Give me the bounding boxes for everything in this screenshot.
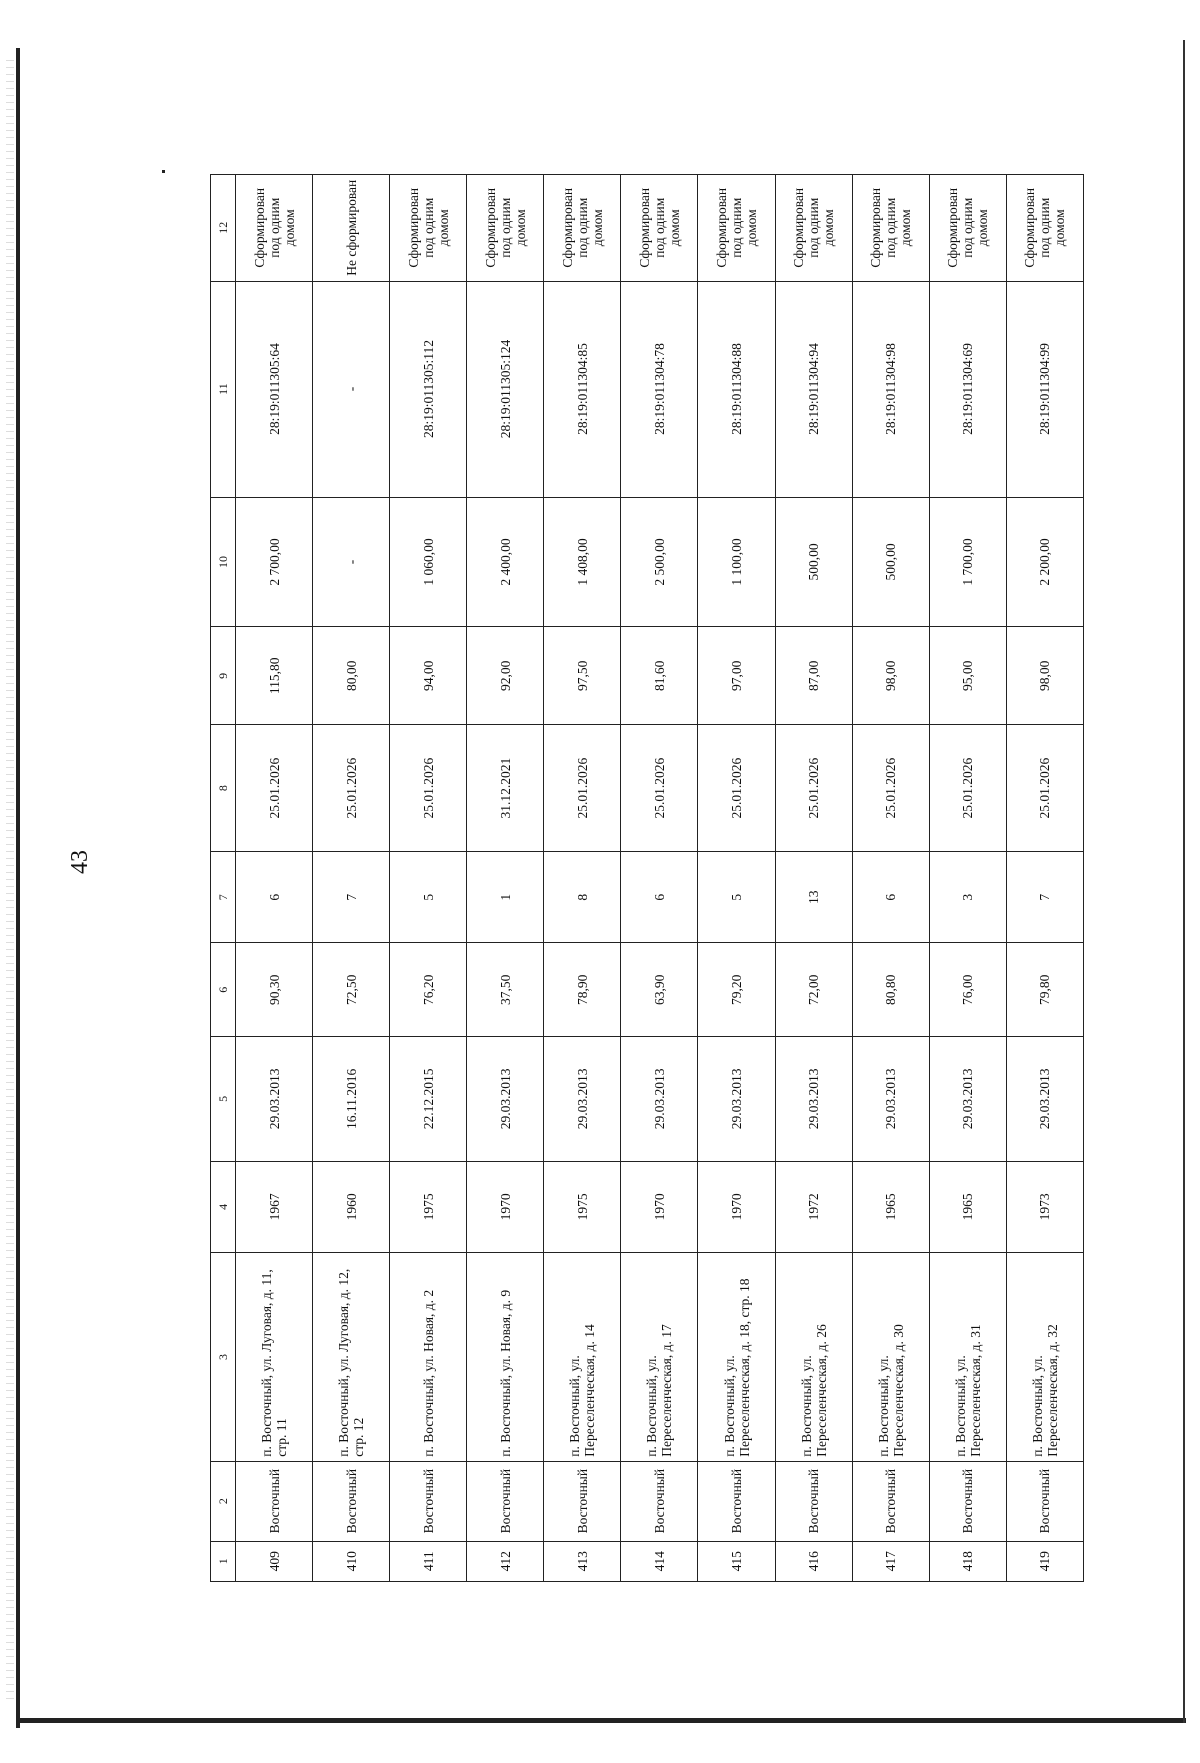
- table-cell: 72,50: [313, 943, 390, 1037]
- registry-table-container: [210, 174, 1084, 1582]
- column-header: 11: [211, 281, 236, 497]
- table-cell: 25.01.2026: [698, 725, 775, 852]
- table-cell: Сформирован под одним домом: [544, 175, 621, 282]
- table-cell: п. Восточный, ул. Переселенческая, д. 31: [929, 1253, 1006, 1462]
- table-cell: Сформирован под одним домом: [390, 175, 467, 282]
- table-cell: 7: [313, 851, 390, 943]
- table-cell: 31.12.2021: [467, 725, 544, 852]
- table-cell: 29.03.2013: [698, 1037, 775, 1162]
- table-cell: 76,00: [929, 943, 1006, 1037]
- table-cell: 7: [1006, 851, 1083, 943]
- table-cell: 37,50: [467, 943, 544, 1037]
- scan-border-bottom: [16, 1718, 1186, 1723]
- table-cell: 1975: [390, 1161, 467, 1253]
- table-cell: 115,80: [236, 627, 313, 725]
- table-cell: 76,20: [390, 943, 467, 1037]
- table-cell: Восточный: [467, 1461, 544, 1541]
- table-cell: 97,50: [544, 627, 621, 725]
- table-cell: п. Восточный, ул. Новая, д. 2: [390, 1253, 467, 1462]
- table-cell: 500,00: [775, 497, 852, 627]
- table-cell: 28:19:011304:78: [621, 281, 698, 497]
- table-cell: 29.03.2013: [852, 1037, 929, 1162]
- table-cell: 28:19:011304:98: [852, 281, 929, 497]
- table-cell: Восточный: [929, 1461, 1006, 1541]
- table-cell: 1970: [467, 1161, 544, 1253]
- table-cell: 1972: [775, 1161, 852, 1253]
- table-cell: Восточный: [698, 1461, 775, 1541]
- table-cell: 28:19:011304:69: [929, 281, 1006, 497]
- table-cell: 25.01.2026: [929, 725, 1006, 852]
- table-cell: 29.03.2013: [1006, 1037, 1083, 1162]
- table-row: [621, 175, 698, 1582]
- table-cell: п. Восточный, ул. Переселенческая, д. 30: [852, 1253, 929, 1462]
- scan-border-right: [1183, 40, 1185, 1723]
- scan-speck: [162, 170, 165, 173]
- table-cell: 95,00: [929, 627, 1006, 725]
- table-cell: Восточный: [775, 1461, 852, 1541]
- table-cell: 28:19:011305:64: [236, 281, 313, 497]
- table-cell: 1: [467, 851, 544, 943]
- table-row: [852, 175, 929, 1582]
- table-cell: Сформирован под одним домом: [775, 175, 852, 282]
- table-cell: 2 200,00: [1006, 497, 1083, 627]
- table-cell: 25.01.2026: [621, 725, 698, 852]
- table-cell: 98,00: [852, 627, 929, 725]
- table-cell: 5: [698, 851, 775, 943]
- table-header-row: [211, 175, 236, 1582]
- table-cell: 28:19:011304:88: [698, 281, 775, 497]
- table-cell: 28:19:011305:112: [390, 281, 467, 497]
- table-cell: 72,00: [775, 943, 852, 1037]
- table-cell: Сформирован под одним домом: [852, 175, 929, 282]
- column-header: 7: [211, 851, 236, 943]
- table-cell: п. Восточный, ул. Луговая, д. 12, стр. 12: [313, 1253, 390, 1462]
- table-row: [544, 175, 621, 1582]
- table-cell: 2 700,00: [236, 497, 313, 627]
- table-row: [775, 175, 852, 1582]
- table-cell: 6: [621, 851, 698, 943]
- table-row: [698, 175, 775, 1582]
- table-cell: п. Восточный, ул. Переселенческая, д. 18, стр. 18: [698, 1253, 775, 1462]
- table-cell: 1970: [698, 1161, 775, 1253]
- table-cell: 6: [236, 851, 313, 943]
- table-cell: 29.03.2013: [467, 1037, 544, 1162]
- table-cell: 1965: [929, 1161, 1006, 1253]
- table-cell: 5: [390, 851, 467, 943]
- table-cell: Восточный: [390, 1461, 467, 1541]
- table-cell: 98,00: [1006, 627, 1083, 725]
- table-cell: п. Восточный, ул. Переселенческая, д. 26: [775, 1253, 852, 1462]
- table-row: [467, 175, 544, 1582]
- table-cell: 13: [775, 851, 852, 943]
- table-cell: 28:19:011304:94: [775, 281, 852, 497]
- table-cell: -: [313, 497, 390, 627]
- table-cell: Сформирован под одним домом: [467, 175, 544, 282]
- table-row: [313, 175, 390, 1582]
- table-cell: 81,60: [621, 627, 698, 725]
- table-cell: 2 500,00: [621, 497, 698, 627]
- table-body: [236, 175, 1084, 1582]
- table-cell: 6: [852, 851, 929, 943]
- table-cell: 25.01.2026: [852, 725, 929, 852]
- column-header: 8: [211, 725, 236, 852]
- table-cell: 79,20: [698, 943, 775, 1037]
- table-cell: 29.03.2013: [236, 1037, 313, 1162]
- table-cell: 78,90: [544, 943, 621, 1037]
- table-cell: 25.01.2026: [1006, 725, 1083, 852]
- table-cell: Сформирован под одним домом: [698, 175, 775, 282]
- table-cell: 1 060,00: [390, 497, 467, 627]
- table-cell: Сформирован под одним домом: [1006, 175, 1083, 282]
- table-row: [929, 175, 1006, 1582]
- table-cell: 411: [390, 1541, 467, 1581]
- table-cell: 418: [929, 1541, 1006, 1581]
- table-cell: 94,00: [390, 627, 467, 725]
- table-cell: Сформирован под одним домом: [621, 175, 698, 282]
- table-cell: 16.11.2016: [313, 1037, 390, 1162]
- table-cell: 25.01.2026: [390, 725, 467, 852]
- scan-edge-noise: [6, 60, 14, 1700]
- table-cell: 419: [1006, 1541, 1083, 1581]
- table-row: [390, 175, 467, 1582]
- column-header: 10: [211, 497, 236, 627]
- table-cell: 409: [236, 1541, 313, 1581]
- table-cell: Сформирован под одним домом: [236, 175, 313, 282]
- table-cell: 413: [544, 1541, 621, 1581]
- table-cell: 80,00: [313, 627, 390, 725]
- column-header: 12: [211, 175, 236, 282]
- table-cell: п. Восточный, ул. Переселенческая, д. 14: [544, 1253, 621, 1462]
- table-cell: Восточный: [1006, 1461, 1083, 1541]
- table-cell: 1960: [313, 1161, 390, 1253]
- table-cell: Восточный: [236, 1461, 313, 1541]
- table-cell: 1970: [621, 1161, 698, 1253]
- table-cell: 28:19:011304:85: [544, 281, 621, 497]
- table-cell: 87,00: [775, 627, 852, 725]
- table-cell: 8: [544, 851, 621, 943]
- column-header: 5: [211, 1037, 236, 1162]
- table-cell: Сформирован под одним домом: [929, 175, 1006, 282]
- table-cell: 29.03.2013: [621, 1037, 698, 1162]
- table-cell: п. Восточный, ул. Луговая, д. 11, стр. 11: [236, 1253, 313, 1462]
- column-header: 2: [211, 1461, 236, 1541]
- page-number: 43: [67, 850, 93, 874]
- table-cell: 1 408,00: [544, 497, 621, 627]
- table-cell: 25.01.2026: [544, 725, 621, 852]
- table-cell: 417: [852, 1541, 929, 1581]
- table-row: [1006, 175, 1083, 1582]
- table-cell: Восточный: [621, 1461, 698, 1541]
- table-cell: 63,90: [621, 943, 698, 1037]
- table-cell: 79,80: [1006, 943, 1083, 1037]
- table-cell: 412: [467, 1541, 544, 1581]
- table-cell: 97,00: [698, 627, 775, 725]
- table-cell: 1975: [544, 1161, 621, 1253]
- table-cell: 1967: [236, 1161, 313, 1253]
- table-cell: 500,00: [852, 497, 929, 627]
- table-cell: Не сформирован: [313, 175, 390, 282]
- table-cell: 92,00: [467, 627, 544, 725]
- table-cell: Восточный: [544, 1461, 621, 1541]
- table-cell: 29.03.2013: [544, 1037, 621, 1162]
- registry-table: [210, 174, 1084, 1582]
- table-cell: Восточный: [313, 1461, 390, 1541]
- table-cell: 1 700,00: [929, 497, 1006, 627]
- table-cell: 29.03.2013: [929, 1037, 1006, 1162]
- table-cell: 25.01.2026: [775, 725, 852, 852]
- table-cell: 416: [775, 1541, 852, 1581]
- table-cell: 3: [929, 851, 1006, 943]
- table-row: [236, 175, 313, 1582]
- table-cell: 410: [313, 1541, 390, 1581]
- table-cell: 1973: [1006, 1161, 1083, 1253]
- table-cell: 80,80: [852, 943, 929, 1037]
- table-cell: 415: [698, 1541, 775, 1581]
- table-cell: 25.01.2026: [313, 725, 390, 852]
- scan-border-left: [16, 48, 20, 1728]
- column-header: 3: [211, 1253, 236, 1462]
- table-cell: п. Восточный, ул. Переселенческая, д. 17: [621, 1253, 698, 1462]
- column-header: 9: [211, 627, 236, 725]
- table-cell: п. Восточный, ул. Переселенческая, д. 32: [1006, 1253, 1083, 1462]
- column-header: 4: [211, 1161, 236, 1253]
- table-cell: 1965: [852, 1161, 929, 1253]
- table-cell: Восточный: [852, 1461, 929, 1541]
- table-cell: 414: [621, 1541, 698, 1581]
- table-cell: 1 100,00: [698, 497, 775, 627]
- table-cell: 28:19:011304:99: [1006, 281, 1083, 497]
- table-cell: 2 400,00: [467, 497, 544, 627]
- table-cell: п. Восточный, ул. Новая, д. 9: [467, 1253, 544, 1462]
- table-cell: -: [313, 281, 390, 497]
- table-cell: 25.01.2026: [236, 725, 313, 852]
- column-header: 6: [211, 943, 236, 1037]
- table-cell: 28:19:011305:124: [467, 281, 544, 497]
- table-cell: 90,30: [236, 943, 313, 1037]
- table-cell: 29.03.2013: [775, 1037, 852, 1162]
- table-cell: 22.12.2015: [390, 1037, 467, 1162]
- column-header: 1: [211, 1541, 236, 1581]
